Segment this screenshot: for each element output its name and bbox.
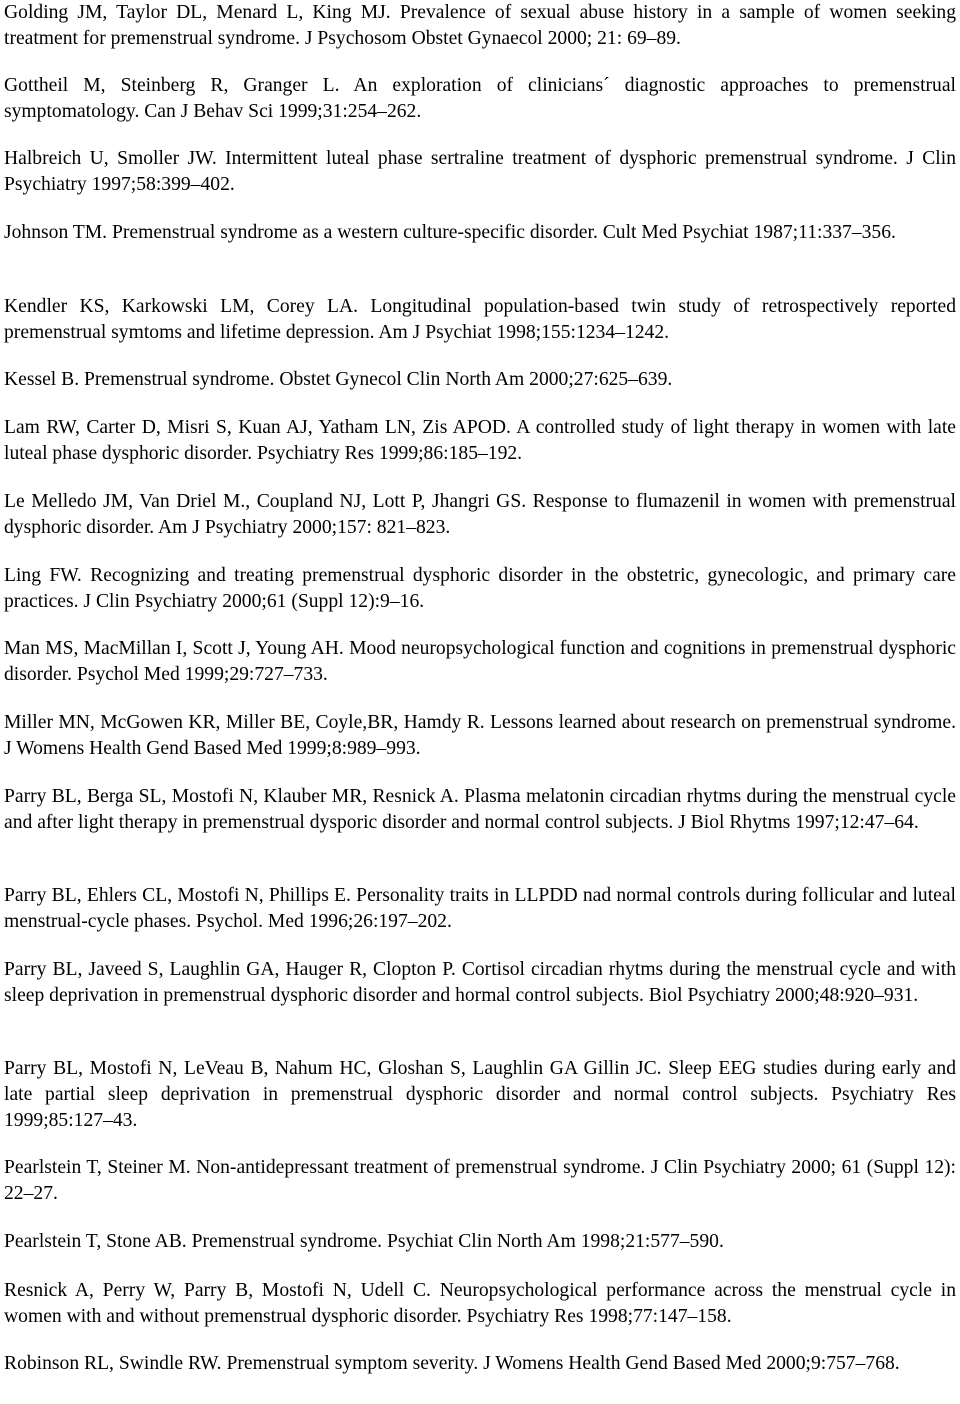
reference-entry: Miller MN, McGowen KR, Miller BE, Coyle,BR, Hamdy R. Lessons learned about research on premenstrual syndrome. J Womens Health Gend Based Med 1999;8:989–993. bbox=[4, 712, 956, 759]
reference-entry: Golding JM, Taylor DL, Menard L, King MJ. Prevalence of sexual abuse history in a sample of women seeking treatment for premenstrual syndrome. J Psychosom Obstet Gynaecol 2000; 21: 69–89. bbox=[4, 2, 956, 49]
reference-entry: Ling FW. Recognizing and treating premenstrual dysphoric disorder in the obstetric, gynecologic, and primary care practices. J Clin Psychiatry 2000;61 (Suppl 12):9–16. bbox=[4, 565, 956, 612]
reference-entry: Kessel B. Premenstrual syndrome. Obstet Gynecol Clin North Am 2000;27:625–639. bbox=[4, 369, 673, 390]
reference-entry: Parry BL, Ehlers CL, Mostofi N, Phillips E. Personality traits in LLPDD nad normal controls during follicular and luteal menstrual-cycle phases. Psychol. Med 1996;26:197–202. bbox=[4, 885, 956, 932]
reference-entry: Johnson TM. Premenstrual syndrome as a western culture-specific disorder. Cult Med Psychiat 1987;11:337–356. bbox=[4, 222, 896, 243]
reference-entry: Parry BL, Berga SL, Mostofi N, Klauber MR, Resnick A. Plasma melatonin circadian rhytms during the menstrual cycle and after light therapy in premenstrual dysporic disorder and normal control subjects. J Biol Rhytms 1997;12:47–64. bbox=[4, 786, 956, 833]
reference-entry: Le Melledo JM, Van Driel M., Coupland NJ, Lott P, Jhangri GS. Response to flumazenil in women with premenstrual dysphoric disorder. Am J Psychiatry 2000;157: 821–823. bbox=[4, 491, 956, 538]
reference-entry: Gottheil M, Steinberg R, Granger L. An exploration of clinicians´ diagnostic approaches to premenstrual symptomatology. Can J Behav Sci 1999;31:254–262. bbox=[4, 75, 956, 122]
reference-entry: Halbreich U, Smoller JW. Intermittent luteal phase sertraline treatment of dysphoric premenstrual syndrome. J Clin Psychiatry 1997;58:399–402. bbox=[4, 148, 956, 195]
reference-entry: Parry BL, Javeed S, Laughlin GA, Hauger R, Clopton P. Cortisol circadian rhytms during the menstrual cycle and with sleep deprivation in premenstrual dysphoric disorder and hormal control subjects. Biol Psychiatry 2000;48:920–931. bbox=[4, 959, 956, 1006]
reference-entry: Parry BL, Mostofi N, LeVeau B, Nahum HC, Gloshan S, Laughlin GA Gillin JC. Sleep EEG studies during early and late partial sleep deprivation in premenstrual dysphoric disorder and normal control subjects. Psychiatry Res 1999;85:127–43. bbox=[4, 1058, 956, 1131]
reference-entry: Man MS, MacMillan I, Scott J, Young AH. Mood neuropsychological function and cognitions in premenstrual dysphoric disorder. Psychol Med 1999;29:727–733. bbox=[4, 638, 956, 685]
reference-entry: Robinson RL, Swindle RW. Premenstrual symptom severity. J Womens Health Gend Based Med 2000;9:757–768. bbox=[4, 1353, 900, 1374]
reference-entry: Resnick A, Perry W, Parry B, Mostofi N, Udell C. Neuropsychological performance across the menstrual cycle in women with and without premenstrual dysphoric disorder. Psychiatry Res 1998;77:147–158. bbox=[4, 1280, 956, 1327]
reference-entry: Kendler KS, Karkowski LM, Corey LA. Longitudinal population-based twin study of retrospectively reported premenstrual symtoms and lifetime depression. Am J Psychiat 1998;155:1234–1242. bbox=[4, 296, 956, 343]
reference-entry: Pearlstein T, Steiner M. Non-antidepressant treatment of premenstrual syndrome. J Clin Psychiatry 2000; 61 (Suppl 12): 22–27. bbox=[4, 1157, 956, 1204]
reference-entry: Lam RW, Carter D, Misri S, Kuan AJ, Yatham LN, Zis APOD. A controlled study of light therapy in women with late luteal phase dysphoric disorder. Psychiatry Res 1999;86:185–192. bbox=[4, 417, 956, 464]
reference-entry: Pearlstein T, Stone AB. Premenstrual syndrome. Psychiat Clin North Am 1998;21:577–590. bbox=[4, 1231, 724, 1252]
